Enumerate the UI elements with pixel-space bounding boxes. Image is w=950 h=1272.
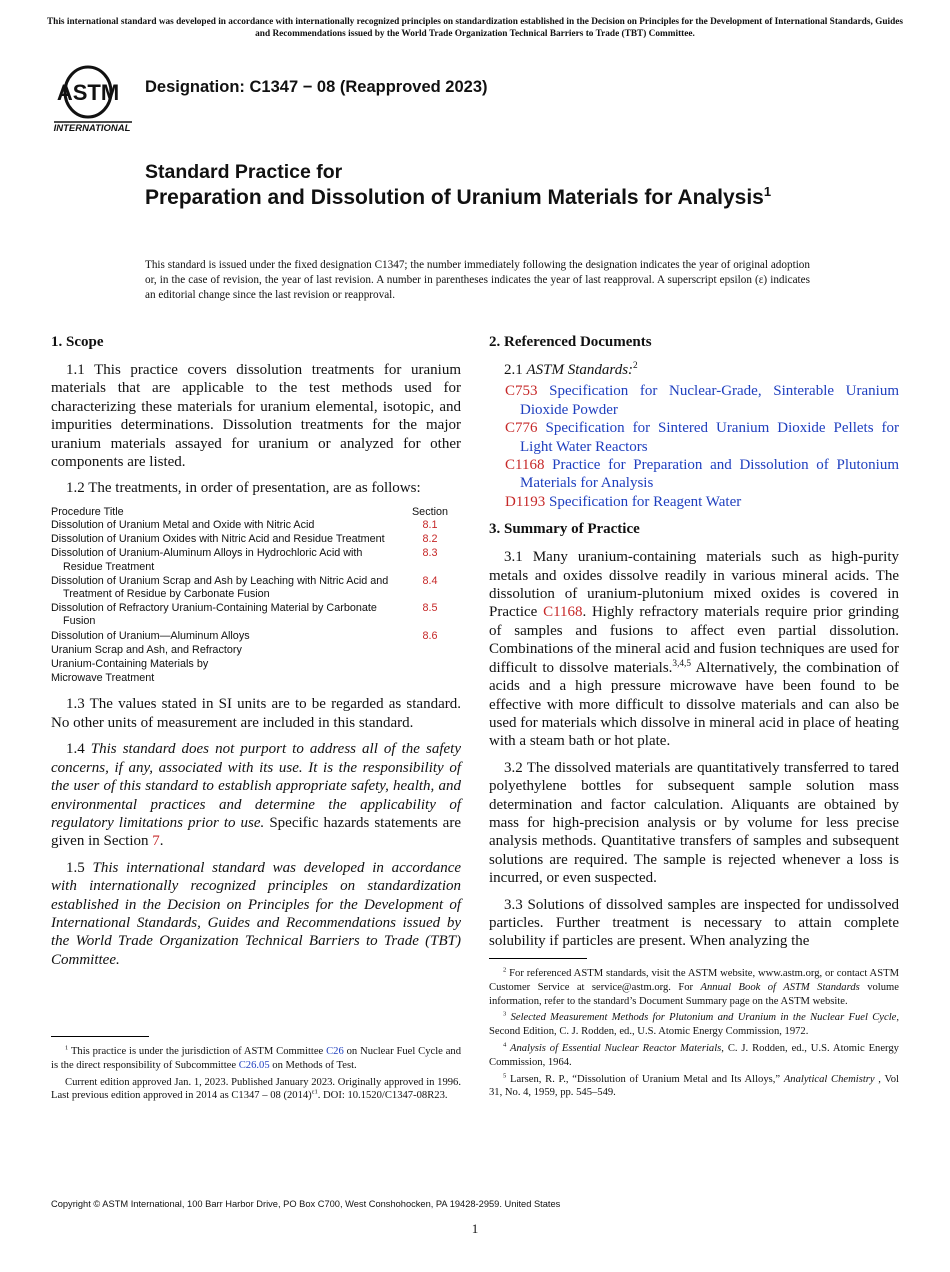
procedure-title: Microwave Treatment: [51, 672, 155, 685]
procedure-section-link[interactable]: 8.4: [422, 574, 438, 587]
paragraph-1-4: 1.4 This standard does not purport to address all of the safety concerns, if any, associated with its use. It is the responsibility of the user of this standard to establish appropriate safety, health, and environmental practices and determine the applicability of regulatory limitations prior to use. Specific hazards statements are given in Section 7.: [51, 741, 461, 850]
paragraph-1-3: 1.3 The values stated in SI units are to be regarded as standard. No other units of measurement are included in this standard.: [51, 696, 461, 731]
top-notice: This international standard was developed in accordance with internationally recognized principles on standardization established in the Decision on Principles for the Development of International Standards, Guides and Recommendations issued by the World Trade Organization Technical Barriers to Trade (TBT) Committee.: [46, 17, 904, 39]
copyright-line: Copyright © ASTM International, 100 Barr Harbor Drive, PO Box C700, West Conshohocken, PA 19428-2959. United States: [51, 1199, 561, 1209]
issuance-note: This standard is issued under the fixed designation C1347; the number immediately following the designation indicates the year of original adoption or, in the case of revision, the year of last revision. A number in parentheses indicates the year of last reapproval. A superscript epsilon (ε) indicates an editorial change since the last revision or reapproval.: [145, 259, 810, 301]
table-row: [51, 630, 461, 644]
referenced-doc-code[interactable]: C753: [505, 383, 538, 400]
referenced-doc-title[interactable]: Specification for Sintered Uranium Dioxide Pellets for Light Water Reactors: [520, 420, 899, 455]
table-row: [51, 644, 461, 658]
right-column: [489, 333, 899, 959]
footnote-rule-right: [489, 958, 587, 959]
referenced-docs-list: [489, 382, 899, 511]
title-block: [145, 160, 905, 211]
procedure-title: Dissolution of Uranium—Aluminum Alloys: [51, 629, 250, 642]
referenced-doc-title[interactable]: Specification for Reagent Water: [545, 493, 742, 510]
footnote-1: $^1$ This practice is under the jurisdiction of ASTM Committee C26 on Nuclear Fuel Cycle and is the direct responsibility of Subcommittee C26.05 on Methods of Test.: [51, 1044, 462, 1071]
section-summary-heading: 3. Summary of Practice: [489, 521, 640, 538]
referenced-doc[interactable]: [489, 456, 899, 493]
c26-05-link[interactable]: C26.05: [238, 1059, 270, 1071]
footnote-3: $^3$ Selected Measurement Methods for Plutonium and Uranium in the Nuclear Fuel Cycle, Second Edition, C. J. Rodden, ed., U.S. Atomic Energy Commission, 1972.: [489, 1010, 899, 1038]
footnotes-left: [51, 1036, 461, 1106]
section-scope-heading: 1. Scope: [51, 334, 104, 350]
table-row: [51, 519, 461, 533]
astm-logo: [50, 56, 134, 134]
procedure-title: Dissolution of Uranium Scrap and Ash by Leaching with Nitric Acid and Treatment of Residue by Carbonate Fusion: [51, 574, 389, 601]
astm-standards-label: 2.1 ASTM Standards:$^2$: [504, 361, 638, 378]
paragraph-1-5: 1.5 This international standard was developed in accordance with internationally recognized principles on standardization established in the Decision on Principles for the Development of International Standards, Guides and Recommendations issued by the World Trade Organization Technical Barriers to Trade (TBT) Committee.: [51, 859, 462, 968]
procedure-section-link[interactable]: 8.5: [422, 602, 438, 615]
table-row: [51, 658, 461, 672]
referenced-doc[interactable]: [489, 493, 899, 511]
paragraph-3-3: 3.3 Solutions of dissolved samples are inspected for undissolved particles. Further treatment is necessary to attain complete solubility if particles are present. When analyzing the: [489, 896, 899, 950]
procedure-section-link[interactable]: 8.2: [422, 533, 438, 546]
footnotes-right: [489, 958, 899, 1103]
paragraph-1-2: 1.2 The treatments, in order of presentation, are as follows:: [66, 480, 421, 497]
procedure-section-link: [399, 672, 461, 686]
procedure-title: Dissolution of Uranium Oxides with Nitric Acid and Residue Treatment: [51, 533, 385, 546]
c1168-link[interactable]: C1168: [543, 604, 583, 621]
footnote-5: $^5$ Larsen, R. P., “Dissolution of Uranium Metal and Its Alloys,” Analytical Chemistry , Vol 31, No. 4, 1959, pp. 545–549.: [489, 1072, 899, 1099]
procedure-table: [51, 506, 461, 687]
procedure-title: Dissolution of Uranium-Aluminum Alloys in Hydrochloric Acid with Residue Treatment: [51, 547, 363, 573]
title-line1: Standard Practice for: [145, 161, 343, 183]
page-title: Preparation and Dissolution of Uranium Materials for Analysis$^1$: [145, 184, 772, 209]
referenced-doc-code[interactable]: C1168: [505, 457, 545, 474]
procedure-title: Dissolution of Refractory Uranium-Containing Material by Carbonate Fusion: [51, 602, 377, 628]
referenced-doc[interactable]: [489, 382, 899, 419]
page-number: 1: [471, 1221, 479, 1236]
procedure-title: Dissolution of Uranium Metal and Oxide with Nitric Acid: [51, 519, 315, 532]
footnote-2: $^2$ For referenced ASTM standards, visit the ASTM website, www.astm.org, or contact ASTM Customer Service at service@astm.org. For Annual Book of ASTM Standards volume information, refer to the standard’s Document Summary page on the ASTM website.: [489, 966, 899, 1007]
left-column: [51, 333, 461, 977]
referenced-doc-code[interactable]: C776: [505, 420, 538, 437]
referenced-doc-title[interactable]: Specification for Nuclear-Grade, Sinterable Uranium Dioxide Powder: [520, 383, 899, 418]
footnote-rule: [51, 1036, 149, 1037]
designation: Designation: C1347 − 08 (Reapproved 2023): [145, 78, 488, 96]
paragraph-1-1: 1.1 This practice covers dissolution treatments for uranium materials that are applicable to the test methods used for characterizing these materials for uranium elemental, isotopic, and impurities determinations. Dissolution treatments for the major uranium materials assayed for uranium or analyzed for other components are listed.: [51, 362, 461, 471]
procedure-section-link[interactable]: 8.6: [422, 629, 438, 642]
referenced-doc-title[interactable]: Practice for Preparation and Dissolution of Plutonium Materials for Analysis: [520, 457, 899, 492]
table-row: [51, 602, 461, 629]
footnote-edition: Current edition approved Jan. 1, 2023. Published January 2023. Originally approved in 1996. Last previous edition approved in 2014 as C1347 – 08 $(2014)^{\varepsilon 1}$. DOI: 10.1520/C1347-08R23.: [51, 1076, 461, 1102]
table-header-section: Section: [411, 505, 448, 518]
procedure-section-link[interactable]: 8.3: [422, 547, 438, 560]
table-row: [51, 547, 461, 574]
table-row: [51, 533, 461, 547]
section-7-link[interactable]: 7: [152, 833, 160, 850]
referenced-doc-code[interactable]: D1193: [505, 493, 546, 510]
section-referenced-heading: 2. Referenced Documents: [489, 334, 652, 350]
procedure-title: Uranium Scrap and Ash, and Refractory: [51, 643, 242, 656]
logo-text: ASTM: [56, 80, 120, 105]
logo-subtext: INTERNATIONAL: [53, 123, 131, 134]
table-header-title: Procedure Title: [51, 505, 124, 518]
table-row: [51, 575, 461, 602]
referenced-doc[interactable]: [489, 419, 899, 456]
paragraph-3-1: 3.1 Many uranium-containing materials such as high-purity metals and oxides dissolve readily in various mineral acids. The dissolution of uranium-plutonium mixed oxides is covered in Practice C1168. Highly refractory materials require prior grinding of samples and fusions to affect even partial dissolution. Combinations of the mineral acid and fusion techniques are used for difficult to dissolve materials.$^{3,4,5}$ Alternatively, the combination of acids and a high pressure microwave have been found to be effective with more difficult to dissolve materials and can also be used for materials which dissolve in mineral acid in place of heating with a steam bath or hot plate.: [489, 549, 899, 750]
procedure-section-link: [399, 644, 461, 658]
procedure-section-link: [399, 658, 461, 672]
table-row: [51, 672, 461, 686]
procedure-section-link[interactable]: 8.1: [422, 519, 438, 532]
paragraph-3-2: 3.2 The dissolved materials are quantitatively transferred to tared polyethylene bottles for subsequent sample solution mass determination and factor calculation. Aliquants are obtained by mass for high-precision analysis or by volume for less precise analysis methods. Quantitative transfers of samples and subsequent solutions are required. The sample is rejected whenever a loss is incurred, or even suspected.: [489, 759, 899, 887]
footnote-4: $^4$ Analysis of Essential Nuclear Reactor Materials, C. J. Rodden, ed., U.S. Atomic Energy Commission, 1964.: [489, 1041, 899, 1068]
c26-link[interactable]: C26: [326, 1046, 344, 1057]
procedure-title: Uranium-Containing Materials by: [51, 658, 209, 671]
